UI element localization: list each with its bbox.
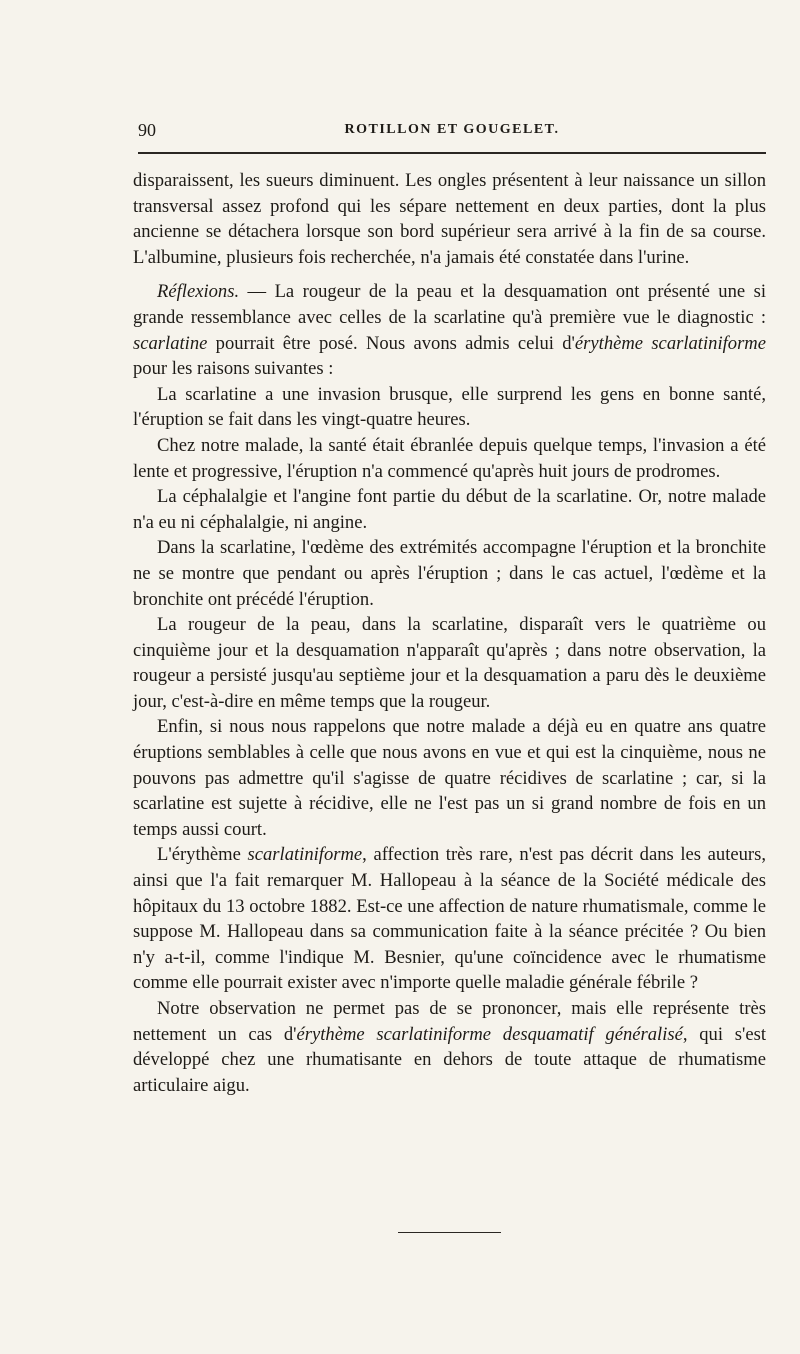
page-number: 90 (138, 120, 156, 140)
paragraph: L'érythème scarlatiniforme, affection très rare, n'est pas décrit dans les auteurs, ainsi que l'a fait remarquer M. Hallopeau à la séance de la Société médicale des hôpitaux du 13 octobre 1882. Est-ce une affection de nature rhumatismale, comme le suppose M. Hallopeau dans sa communication faite à la séance précitée ? Ou bien n'y a-t-il, comme l'indique M. Besnier, qu'une coïncidence avec le rhumatisme comme elle pourrait exister avec n'importe quelle maladie générale fébrile ? (133, 844, 766, 994)
paragraph: Enfin, si nous nous rappelons que notre malade a déjà eu en quatre ans quatre éruptions semblables à celle que nous avons en vue et qui est la cinquième, nous ne pouvons pas admettre qu'il s'agisse de quatre récidives de scarlatine ; car, si la scarlatine est sujette à récidive, elle ne l'est pas un si grand nombre de fois en un temps aussi court. (133, 716, 766, 840)
paragraph: Dans la scarlatine, l'œdème des extrémités accompagne l'éruption et la bronchite ne se montre que pendant ou après l'éruption ; dans le cas actuel, l'œdème et la bronchite ont précédé l'éruption. (133, 537, 766, 610)
paragraph: La céphalalgie et l'angine font partie du début de la scarlatine. Or, notre malade n'a eu ni céphalalgie, ni angine. (133, 486, 766, 533)
header-rule (138, 152, 766, 154)
paragraph: La scarlatine a une invasion brusque, elle surprend les gens en bonne santé, l'éruption se fait dans les vingt-quatre heures. (133, 383, 766, 431)
paragraph-conclusion: Notre observation ne permet pas de se prononcer, mais elle représente très nettement un cas d'érythème scarlatiniforme desquamatif généralisé, qui s'est développé chez une rhumatisante en dehors de toute attaque de rhumatisme articulaire aigu. (133, 998, 766, 1096)
paragraph: disparaissent, les sueurs diminuent. Les ongles présentent à leur naissance un sillon transversal assez profond qui les sépare nettement en deux parties, dont la plus ancienne se détachera lorsque son bord supérieur sera arrivé à la fin de sa course. L'albumine, plusieurs fois recherchée, n'a jamais été constatée dans l'urine. (133, 170, 766, 268)
running-title: ROTILLON ET GOUGELET. (344, 122, 560, 137)
paragraph-reflexions: Réflexions. — La rougeur de la peau et la desquamation ont présenté une si grande ressemblance avec celles de la scarlatine qu'à première vue le diagnostic : scarlatine pourrait être posé. Nous avons admis celui d'érythème scarlatiniforme pour les raisons suivantes : (133, 281, 766, 380)
section-end-rule (398, 1232, 501, 1233)
body-text (133, 168, 766, 1098)
paragraph: La rougeur de la peau, dans la scarlatine, disparaît vers le quatrième ou cinquième jour et la desquamation n'apparaît qu'après ; dans notre observation, la rougeur a persisté jusqu'au septième jour et la desquamation a paru dès le deuxième jour, c'est-à-dire en même temps que la rougeur. (133, 614, 766, 712)
section-lead: Réflexions. (157, 281, 240, 303)
running-head (138, 120, 766, 142)
paragraph: Chez notre malade, la santé était ébranlée depuis quelque temps, l'invasion a été lente et progressive, l'éruption n'a commencé qu'après huit jours de prodromes. (133, 434, 766, 482)
